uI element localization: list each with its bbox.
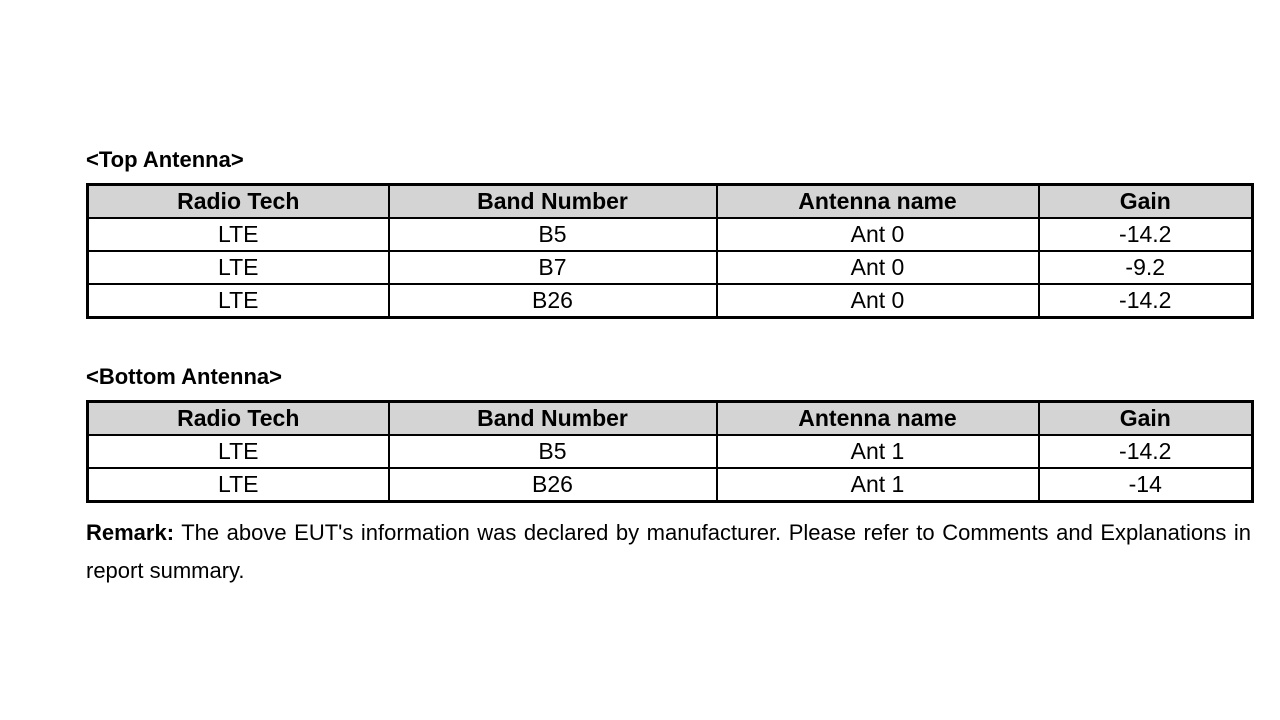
- top-antenna-title: <Top Antenna>: [86, 147, 244, 172]
- header-band-number: Band Number: [389, 185, 717, 219]
- cell-antenna-name: Ant 1: [717, 468, 1039, 502]
- header-antenna-name: Antenna name: [717, 402, 1039, 436]
- cell-antenna-name: Ant 0: [717, 218, 1039, 251]
- table-row: [88, 218, 1253, 251]
- cell-antenna-name: Ant 0: [717, 284, 1039, 318]
- header-antenna-name: Antenna name: [717, 185, 1039, 219]
- cell-gain: -14: [1039, 468, 1253, 502]
- header-radio-tech: Radio Tech: [88, 185, 389, 219]
- bottom-antenna-title: <Bottom Antenna>: [86, 364, 282, 389]
- cell-radio-tech: LTE: [88, 284, 389, 318]
- cell-band-number: B7: [389, 251, 717, 284]
- header-band-number: Band Number: [389, 402, 717, 436]
- table-row: [88, 468, 1253, 502]
- cell-band-number: B26: [389, 284, 717, 318]
- remark-text: The above EUT's information was declared by manufacturer. Please refer to Comments and Explanations in report summary.: [86, 520, 1251, 583]
- cell-gain: -9.2: [1039, 251, 1253, 284]
- cell-band-number: B26: [389, 468, 717, 502]
- cell-gain: -14.2: [1039, 435, 1253, 468]
- table-header-row: [88, 402, 1253, 436]
- cell-radio-tech: LTE: [88, 251, 389, 284]
- cell-radio-tech: LTE: [88, 435, 389, 468]
- table-row: [88, 435, 1253, 468]
- cell-radio-tech: LTE: [88, 468, 389, 502]
- table-header-row: [88, 185, 1253, 219]
- table-row: [88, 284, 1253, 318]
- table-row: [88, 251, 1253, 284]
- cell-radio-tech: LTE: [88, 218, 389, 251]
- cell-gain: -14.2: [1039, 284, 1253, 318]
- header-radio-tech: Radio Tech: [88, 402, 389, 436]
- top-antenna-table: [86, 183, 1254, 319]
- remark-paragraph: [86, 514, 1251, 590]
- remark-label: Remark:: [86, 520, 175, 545]
- cell-gain: -14.2: [1039, 218, 1253, 251]
- cell-antenna-name: Ant 0: [717, 251, 1039, 284]
- header-gain: Gain: [1039, 402, 1253, 436]
- cell-band-number: B5: [389, 218, 717, 251]
- cell-antenna-name: Ant 1: [717, 435, 1039, 468]
- cell-band-number: B5: [389, 435, 717, 468]
- bottom-antenna-table: [86, 400, 1254, 503]
- header-gain: Gain: [1039, 185, 1253, 219]
